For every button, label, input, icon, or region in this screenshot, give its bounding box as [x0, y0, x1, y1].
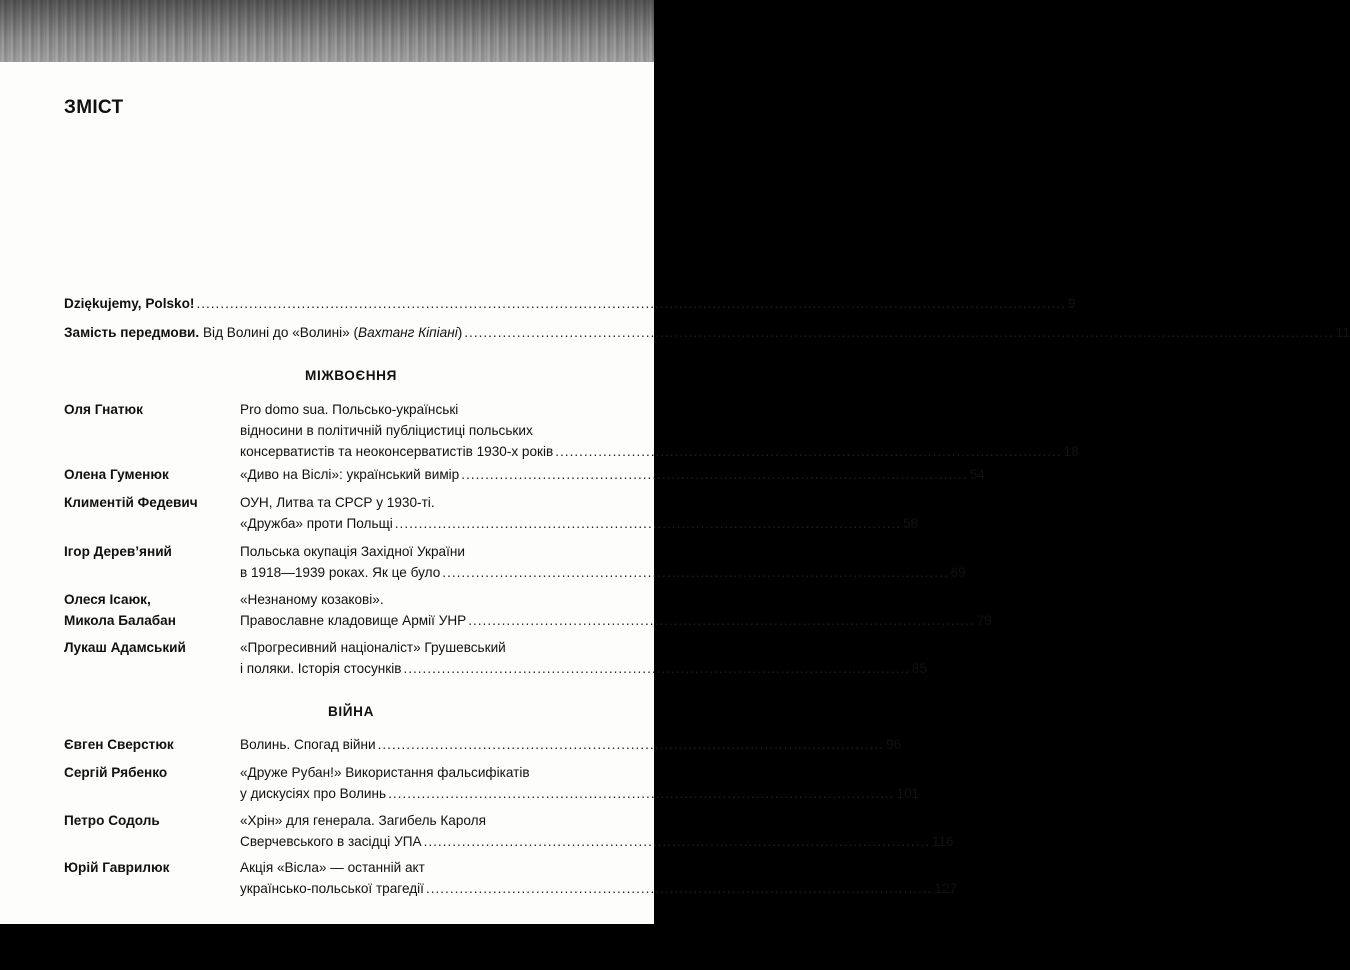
- leader-dots: ..........................................................................................................: [377, 737, 884, 752]
- toc-entry: [240, 399, 1079, 462]
- toc-title-line: відносини в політичній публіцистиці польських: [240, 423, 533, 438]
- toc-title-rest: Від Волині до «Волині» (: [199, 325, 359, 340]
- scan-edge-top: [0, 0, 654, 62]
- toc-title-line: Польська окупація Західної України: [240, 544, 465, 559]
- leader-dots: ......................................................................................................................................................................................: [196, 296, 1066, 311]
- toc-title-line: ОУН, Литва та СРСР у 1930-ті.: [240, 495, 435, 510]
- toc-title-line: в 1918—1939 роках. Як це було: [240, 565, 441, 580]
- toc-title-line: українсько-польської трагедії: [240, 881, 424, 896]
- toc-page-number: 69: [950, 565, 966, 580]
- toc-author: Олена Гуменюк: [64, 467, 169, 482]
- toc-author: Євген Сверстюк: [64, 737, 174, 752]
- toc-entry: [240, 464, 985, 485]
- toc-entry: [240, 637, 927, 679]
- toc-page-number: 79: [976, 613, 992, 628]
- toc-title-tail: ): [457, 325, 463, 340]
- leader-dots: ..........................................................................................................: [425, 881, 933, 896]
- section-heading-interwar: МІЖВОЄННЯ: [305, 368, 397, 383]
- toc-page-number: 18: [1063, 444, 1079, 459]
- toc-title-line: «Друже Рубан!» Використання фальсифікатів: [240, 765, 530, 780]
- toc-author: Оля Гнатюк: [64, 402, 143, 417]
- toc-author: Лукаш Адамський: [64, 640, 186, 655]
- toc-page-number: 54: [969, 467, 985, 482]
- toc-page-number: 11: [1335, 325, 1350, 340]
- toc-page-number: 101: [896, 786, 920, 801]
- toc-entry: [240, 492, 919, 534]
- toc-page-number: 85: [911, 661, 927, 676]
- toc-author: Юрій Гаврилюк: [64, 860, 170, 875]
- toc-page-number: 127: [934, 881, 957, 896]
- leader-dots: ......................................................................................................................................................................................: [464, 325, 1334, 340]
- toc-entry: [240, 541, 966, 583]
- toc-entry: [240, 857, 957, 899]
- toc-title-line: Сверчевського в засідці УПА: [240, 834, 422, 849]
- toc-entry-thanks: [64, 293, 1076, 314]
- leader-dots: ..........................................................................................................: [403, 661, 910, 676]
- toc-title-line: «Прогресивний націоналіст» Грушевський: [240, 640, 506, 655]
- toc-page-number: 96: [885, 737, 902, 752]
- toc-page-number: 58: [903, 516, 919, 531]
- toc-author: Олеся Ісаюк, Микола Балабан: [64, 592, 176, 628]
- leader-dots: ..........................................................................................................: [442, 565, 949, 580]
- toc-title-line: Православне кладовище Армії УНР: [240, 613, 467, 628]
- leader-dots: ..........................................................................................................: [388, 786, 895, 801]
- toc-author: Климентій Федевич: [64, 495, 198, 510]
- leader-dots: ..........................................................................................................: [555, 444, 1062, 459]
- toc-title-line: «Незнаному козакові».: [240, 592, 384, 607]
- toc-entry: [240, 762, 920, 804]
- toc-title-line: і поляки. Історія стосунків: [240, 661, 402, 676]
- toc-entry: [240, 734, 902, 755]
- toc-author: Сергій Рябенко: [64, 765, 168, 780]
- toc-author: Ігор Дерев’яний: [64, 544, 172, 559]
- toc-title-line: Pro domo sua. Польсько-українські: [240, 402, 459, 417]
- toc-editor-name: Вахтанг Кіпіані: [358, 325, 458, 340]
- toc-title-line: «Дружба» проти Польщі: [240, 516, 393, 531]
- toc-page-number: 9: [1067, 296, 1076, 311]
- toc-author: Петро Содоль: [64, 813, 160, 828]
- leader-dots: ..........................................................................................................: [468, 613, 975, 628]
- section-heading-war: ВІЙНА: [328, 704, 374, 719]
- toc-title-line: Акція «Вісла» — останній акт: [240, 860, 425, 875]
- toc-entry-foreword: [64, 322, 1350, 343]
- toc-title-line: «Диво на Віслі»: український вимір: [240, 467, 460, 482]
- toc-title-line: Волинь. Спогад війни: [240, 737, 376, 752]
- toc-entry: [240, 589, 992, 631]
- leader-dots: ..........................................................................................................: [423, 834, 930, 849]
- page-title: ЗМІСТ: [64, 97, 124, 118]
- toc-title-line: «Хрін» для генерала. Загибель Кароля: [240, 813, 486, 828]
- toc-title-line: консерватистів та неоконсерватистів 1930-х років: [240, 444, 554, 459]
- leader-dots: ..........................................................................................................: [394, 516, 902, 531]
- toc-title-bold: Dziękujemy, Polsko!: [64, 296, 195, 311]
- scan-edge-bottom: [0, 924, 654, 970]
- toc-entry: [240, 810, 954, 852]
- toc-title-line: у дискусіях про Волинь: [240, 786, 387, 801]
- toc-page-number: 116: [931, 834, 954, 849]
- toc-title-bold: Замість передмови.: [64, 325, 200, 340]
- leader-dots: ..........................................................................................................: [461, 467, 968, 482]
